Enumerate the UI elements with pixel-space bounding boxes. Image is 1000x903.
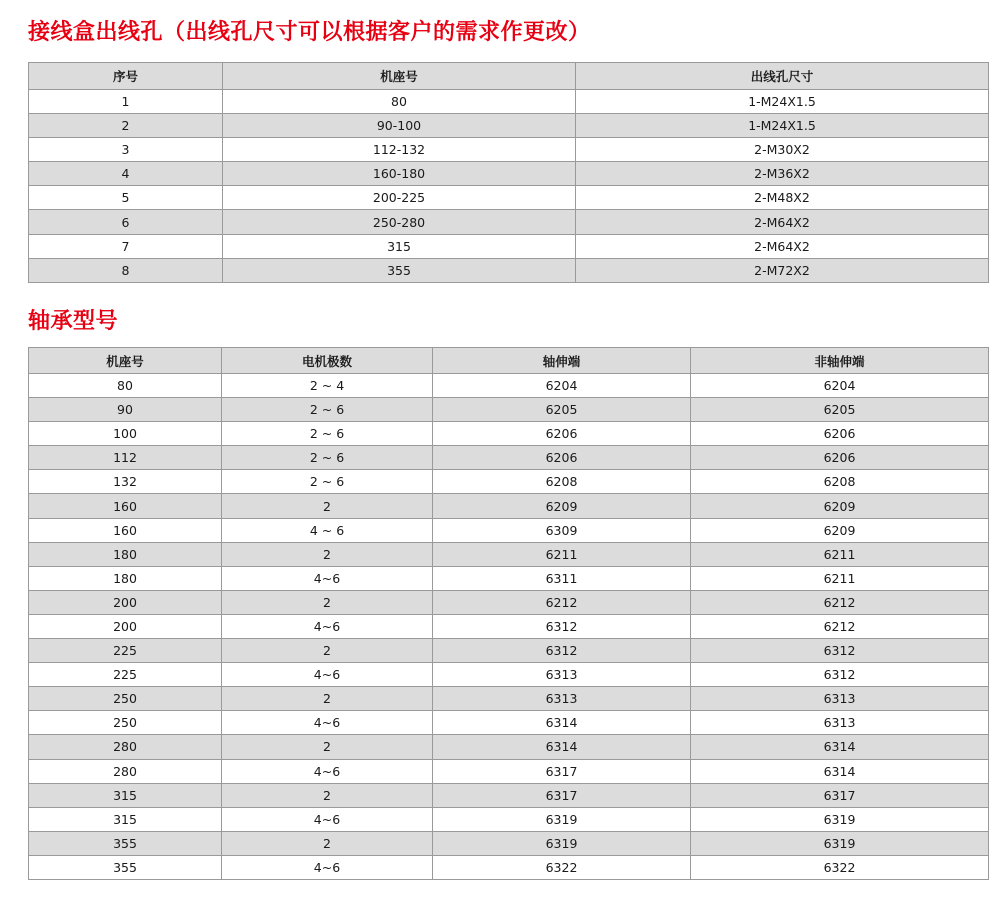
cell-frame: 280 [29, 759, 222, 783]
cell-frame: 200-225 [223, 186, 576, 210]
table-row [29, 494, 989, 518]
cell-poles: 2 ~ 6 [222, 446, 433, 470]
cell-frame: 250 [29, 687, 222, 711]
table-row [29, 735, 989, 759]
cell-frame: 90 [29, 398, 222, 422]
cell-drive-end: 6312 [433, 639, 691, 663]
cell-frame: 160 [29, 518, 222, 542]
cell-non-drive-end: 6211 [691, 542, 989, 566]
cell-outlet-size: 2-M36X2 [576, 162, 989, 186]
table-header-row [29, 348, 989, 374]
cell-outlet-size: 2-M64X2 [576, 234, 989, 258]
cell-non-drive-end: 6205 [691, 398, 989, 422]
cell-frame: 225 [29, 663, 222, 687]
table-row [29, 783, 989, 807]
cell-poles: 2 [222, 687, 433, 711]
cell-poles: 2 [222, 735, 433, 759]
cell-non-drive-end: 6212 [691, 614, 989, 638]
cell-frame: 250-280 [223, 210, 576, 234]
cell-frame: 355 [223, 258, 576, 282]
cell-outlet-size: 2-M48X2 [576, 186, 989, 210]
cell-drive-end: 6311 [433, 566, 691, 590]
cell-drive-end: 6211 [433, 542, 691, 566]
column-header-frame: 机座号 [29, 348, 222, 374]
cell-poles: 2 [222, 494, 433, 518]
cell-poles: 4~6 [222, 663, 433, 687]
cell-drive-end: 6204 [433, 374, 691, 398]
column-header-outlet-size: 出线孔尺寸 [576, 63, 989, 90]
table-row [29, 807, 989, 831]
table-row [29, 614, 989, 638]
cell-poles: 2 ~ 6 [222, 470, 433, 494]
cell-drive-end: 6206 [433, 446, 691, 470]
cell-non-drive-end: 6209 [691, 518, 989, 542]
table-row [29, 114, 989, 138]
column-header-poles: 电机极数 [222, 348, 433, 374]
cell-outlet-size: 1-M24X1.5 [576, 114, 989, 138]
cell-frame: 90-100 [223, 114, 576, 138]
cell-poles: 4~6 [222, 807, 433, 831]
cell-drive-end: 6313 [433, 663, 691, 687]
cell-index: 7 [29, 234, 223, 258]
table-row [29, 470, 989, 494]
table-row [29, 446, 989, 470]
cell-index: 6 [29, 210, 223, 234]
table-header-row [29, 63, 989, 90]
cell-poles: 2 ~ 6 [222, 398, 433, 422]
cell-non-drive-end: 6314 [691, 759, 989, 783]
cell-frame: 112-132 [223, 138, 576, 162]
column-header-index: 序号 [29, 63, 223, 90]
cell-frame: 180 [29, 542, 222, 566]
cell-drive-end: 6209 [433, 494, 691, 518]
cell-frame: 132 [29, 470, 222, 494]
cell-outlet-size: 2-M72X2 [576, 258, 989, 282]
junction-box-title: 接线盒出线孔（出线孔尺寸可以根据客户的需求作更改） [28, 20, 591, 45]
cell-drive-end: 6212 [433, 590, 691, 614]
cell-frame: 160 [29, 494, 222, 518]
cell-non-drive-end: 6206 [691, 422, 989, 446]
cell-drive-end: 6317 [433, 783, 691, 807]
cell-frame: 355 [29, 855, 222, 879]
table-row [29, 590, 989, 614]
cell-drive-end: 6314 [433, 711, 691, 735]
cell-frame: 315 [29, 783, 222, 807]
table-row [29, 855, 989, 879]
table-row [29, 258, 989, 282]
cell-drive-end: 6309 [433, 518, 691, 542]
cell-frame: 250 [29, 711, 222, 735]
cell-non-drive-end: 6312 [691, 663, 989, 687]
column-header-drive-end: 轴伸端 [433, 348, 691, 374]
cell-poles: 2 ~ 4 [222, 374, 433, 398]
cell-poles: 2 [222, 831, 433, 855]
table-row [29, 374, 989, 398]
cell-non-drive-end: 6314 [691, 735, 989, 759]
table-row [29, 234, 989, 258]
cell-drive-end: 6322 [433, 855, 691, 879]
table-row [29, 138, 989, 162]
cell-non-drive-end: 6212 [691, 590, 989, 614]
cell-drive-end: 6319 [433, 831, 691, 855]
cell-drive-end: 6208 [433, 470, 691, 494]
cell-drive-end: 6313 [433, 687, 691, 711]
cell-frame: 180 [29, 566, 222, 590]
cell-drive-end: 6206 [433, 422, 691, 446]
cell-poles: 4~6 [222, 614, 433, 638]
cell-frame: 355 [29, 831, 222, 855]
column-header-non-drive-end: 非轴伸端 [691, 348, 989, 374]
cell-non-drive-end: 6317 [691, 783, 989, 807]
cell-index: 5 [29, 186, 223, 210]
bearing-title: 轴承型号 [28, 309, 119, 334]
cell-poles: 4~6 [222, 855, 433, 879]
cell-non-drive-end: 6208 [691, 470, 989, 494]
cell-index: 4 [29, 162, 223, 186]
table-row [29, 90, 989, 114]
cell-frame: 112 [29, 446, 222, 470]
table-row [29, 663, 989, 687]
cell-frame: 160-180 [223, 162, 576, 186]
cell-outlet-size: 2-M30X2 [576, 138, 989, 162]
table-row [29, 518, 989, 542]
cell-non-drive-end: 6209 [691, 494, 989, 518]
cell-frame: 280 [29, 735, 222, 759]
cell-frame: 225 [29, 639, 222, 663]
table-row [29, 210, 989, 234]
cell-non-drive-end: 6313 [691, 687, 989, 711]
cell-non-drive-end: 6322 [691, 855, 989, 879]
bearing-table [28, 347, 989, 880]
table-row [29, 542, 989, 566]
cell-frame: 315 [223, 234, 576, 258]
cell-index: 2 [29, 114, 223, 138]
table-row [29, 162, 989, 186]
cell-outlet-size: 1-M24X1.5 [576, 90, 989, 114]
cell-drive-end: 6205 [433, 398, 691, 422]
table-row [29, 566, 989, 590]
cell-drive-end: 6314 [433, 735, 691, 759]
cell-frame: 315 [29, 807, 222, 831]
column-header-frame: 机座号 [223, 63, 576, 90]
cell-drive-end: 6319 [433, 807, 691, 831]
cell-non-drive-end: 6319 [691, 807, 989, 831]
cell-frame: 200 [29, 614, 222, 638]
cell-frame: 100 [29, 422, 222, 446]
cell-poles: 4~6 [222, 711, 433, 735]
cell-index: 1 [29, 90, 223, 114]
cell-poles: 2 ~ 6 [222, 422, 433, 446]
cell-poles: 2 [222, 783, 433, 807]
cell-frame: 200 [29, 590, 222, 614]
cell-poles: 4 ~ 6 [222, 518, 433, 542]
cell-non-drive-end: 6206 [691, 446, 989, 470]
table-row [29, 759, 989, 783]
cell-drive-end: 6312 [433, 614, 691, 638]
cell-frame: 80 [29, 374, 222, 398]
table-row [29, 711, 989, 735]
table-row [29, 831, 989, 855]
cell-index: 3 [29, 138, 223, 162]
cell-poles: 4~6 [222, 759, 433, 783]
table-row [29, 186, 989, 210]
table-row [29, 422, 989, 446]
table-row [29, 687, 989, 711]
cell-non-drive-end: 6313 [691, 711, 989, 735]
table-row [29, 398, 989, 422]
cell-non-drive-end: 6211 [691, 566, 989, 590]
cell-non-drive-end: 6204 [691, 374, 989, 398]
cell-outlet-size: 2-M64X2 [576, 210, 989, 234]
table-row [29, 639, 989, 663]
cell-non-drive-end: 6319 [691, 831, 989, 855]
cell-non-drive-end: 6312 [691, 639, 989, 663]
cell-poles: 2 [222, 590, 433, 614]
cell-poles: 2 [222, 639, 433, 663]
cell-poles: 2 [222, 542, 433, 566]
cell-index: 8 [29, 258, 223, 282]
junction-box-table [28, 62, 989, 283]
cell-drive-end: 6317 [433, 759, 691, 783]
cell-frame: 80 [223, 90, 576, 114]
cell-poles: 4~6 [222, 566, 433, 590]
